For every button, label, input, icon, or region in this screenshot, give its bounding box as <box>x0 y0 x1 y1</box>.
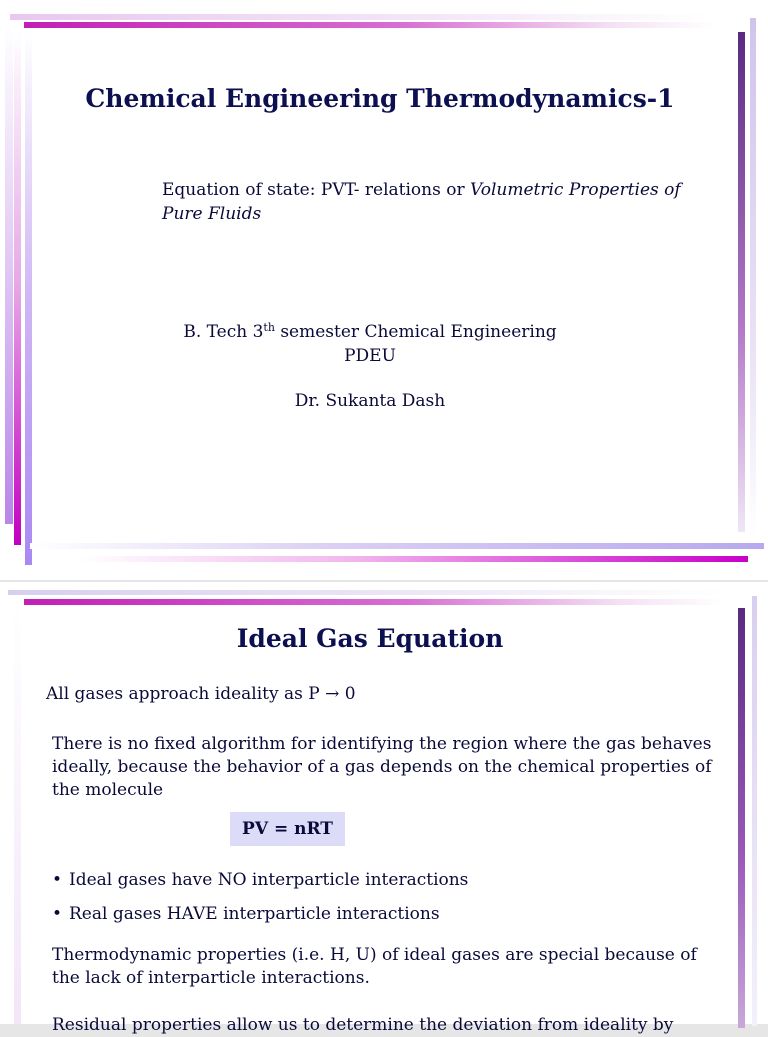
list-item <box>52 868 468 892</box>
course-prefix: B. Tech 3 <box>183 322 264 342</box>
subtitle-text: Equation of state: PVT- relations or <box>162 180 470 200</box>
paragraph: Residual properties allow us to determine the deviation from ideality by <box>52 1015 674 1035</box>
slide-subtitle <box>162 178 682 226</box>
decorative-bar <box>8 590 728 595</box>
author: Dr. Sukanta Dash <box>294 391 446 411</box>
bullet-list <box>52 868 468 936</box>
decorative-bar <box>10 14 710 20</box>
bullet-icon: • <box>52 870 63 890</box>
bullet-icon: • <box>52 904 63 924</box>
decorative-bar <box>30 543 764 549</box>
decorative-bar <box>24 599 724 605</box>
institution: PDEU <box>344 346 396 366</box>
course-superscript: th <box>263 321 275 334</box>
decorative-bar <box>24 22 714 28</box>
paragraph: Thermodynamic properties (i.e. H, U) of ideal gases are special because of the lack of interparticle interactions. <box>52 945 697 988</box>
slide-title: Chemical Engineering Thermodynamics-1 <box>85 84 675 113</box>
slide-2 <box>0 582 768 1035</box>
paragraph: There is no fixed algorithm for identifying the region where the gas behaves ideally, because the behavior of a gas depends on the chemical properties of the molecule <box>52 734 712 800</box>
decorative-bar <box>752 596 757 1026</box>
decorative-bar <box>14 604 21 1024</box>
course-suffix: semester Chemical Engineering <box>274 322 557 342</box>
decorative-bar <box>80 556 748 562</box>
list-item-text: Ideal gases have NO interparticle interactions <box>69 870 469 890</box>
equation-box: PV = nRT <box>230 812 345 846</box>
slide-title: Ideal Gas Equation <box>236 624 504 653</box>
list-item <box>52 902 468 926</box>
decorative-bar <box>738 608 745 1028</box>
list-item-text: Real gases HAVE interparticle interactions <box>69 904 440 924</box>
subtitle-italic-text: Volumetric Properties of Pure Fluids <box>162 180 681 224</box>
course-line <box>0 320 740 344</box>
ideality-statement: All gases approach ideality as P → 0 <box>46 684 356 704</box>
